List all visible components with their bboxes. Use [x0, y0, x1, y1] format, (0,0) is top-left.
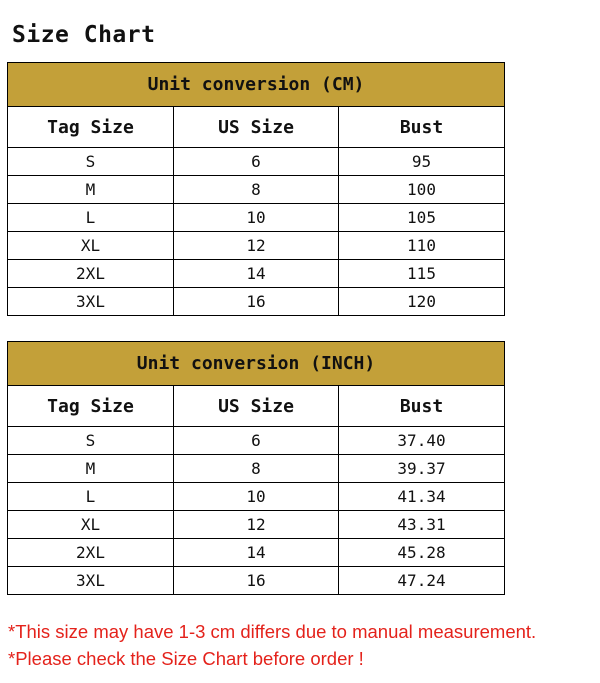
table-row	[8, 427, 505, 455]
table-row	[8, 260, 505, 288]
tag-size-cell: 3XL	[8, 567, 174, 595]
tag-size-cell: L	[8, 483, 174, 511]
tag-size-cell: S	[8, 427, 174, 455]
tag-size-cell: M	[8, 176, 174, 204]
tag-size-cell: 2XL	[8, 260, 174, 288]
us-size-cell: 10	[174, 483, 339, 511]
table-row	[8, 455, 505, 483]
size-table-inch	[7, 341, 505, 595]
table-row	[8, 232, 505, 260]
column-header-tag-size: Tag Size	[8, 386, 174, 427]
us-size-cell: 12	[174, 511, 339, 539]
us-size-cell: 16	[174, 288, 339, 316]
tag-size-cell: XL	[8, 232, 174, 260]
tag-size-cell: XL	[8, 511, 174, 539]
bust-cell: 100	[339, 176, 505, 204]
page-title: Size Chart	[12, 22, 156, 48]
column-header-us-size: US Size	[174, 386, 339, 427]
tag-size-cell: M	[8, 455, 174, 483]
bust-cell: 95	[339, 148, 505, 176]
column-header-bust: Bust	[339, 107, 505, 148]
bust-cell: 41.34	[339, 483, 505, 511]
tag-size-cell: L	[8, 204, 174, 232]
us-size-cell: 10	[174, 204, 339, 232]
table-row	[8, 204, 505, 232]
table-row	[8, 539, 505, 567]
bust-cell: 47.24	[339, 567, 505, 595]
us-size-cell: 12	[174, 232, 339, 260]
bust-cell: 37.40	[339, 427, 505, 455]
table-row	[8, 148, 505, 176]
us-size-cell: 14	[174, 260, 339, 288]
tag-size-cell: S	[8, 148, 174, 176]
table-row	[8, 511, 505, 539]
size-table-cm	[7, 62, 505, 316]
us-size-cell: 6	[174, 427, 339, 455]
bust-cell: 115	[339, 260, 505, 288]
us-size-cell: 8	[174, 455, 339, 483]
us-size-cell: 8	[174, 176, 339, 204]
bust-cell: 105	[339, 204, 505, 232]
column-header-tag-size: Tag Size	[8, 107, 174, 148]
tag-size-cell: 2XL	[8, 539, 174, 567]
us-size-cell: 14	[174, 539, 339, 567]
column-header-us-size: US Size	[174, 107, 339, 148]
table-banner: Unit conversion (CM)	[8, 63, 505, 107]
bust-cell: 110	[339, 232, 505, 260]
column-header-bust: Bust	[339, 386, 505, 427]
table-row	[8, 288, 505, 316]
bust-cell: 43.31	[339, 511, 505, 539]
bust-cell: 39.37	[339, 455, 505, 483]
table-banner: Unit conversion (INCH)	[8, 342, 505, 386]
bust-cell: 45.28	[339, 539, 505, 567]
table-row	[8, 567, 505, 595]
us-size-cell: 16	[174, 567, 339, 595]
bust-cell: 120	[339, 288, 505, 316]
table-row	[8, 176, 505, 204]
check-chart-note: *Please check the Size Chart before order !	[8, 648, 364, 669]
table-row	[8, 483, 505, 511]
us-size-cell: 6	[174, 148, 339, 176]
measurement-note: *This size may have 1-3 cm differs due to manual measurement.	[8, 621, 537, 642]
tag-size-cell: 3XL	[8, 288, 174, 316]
